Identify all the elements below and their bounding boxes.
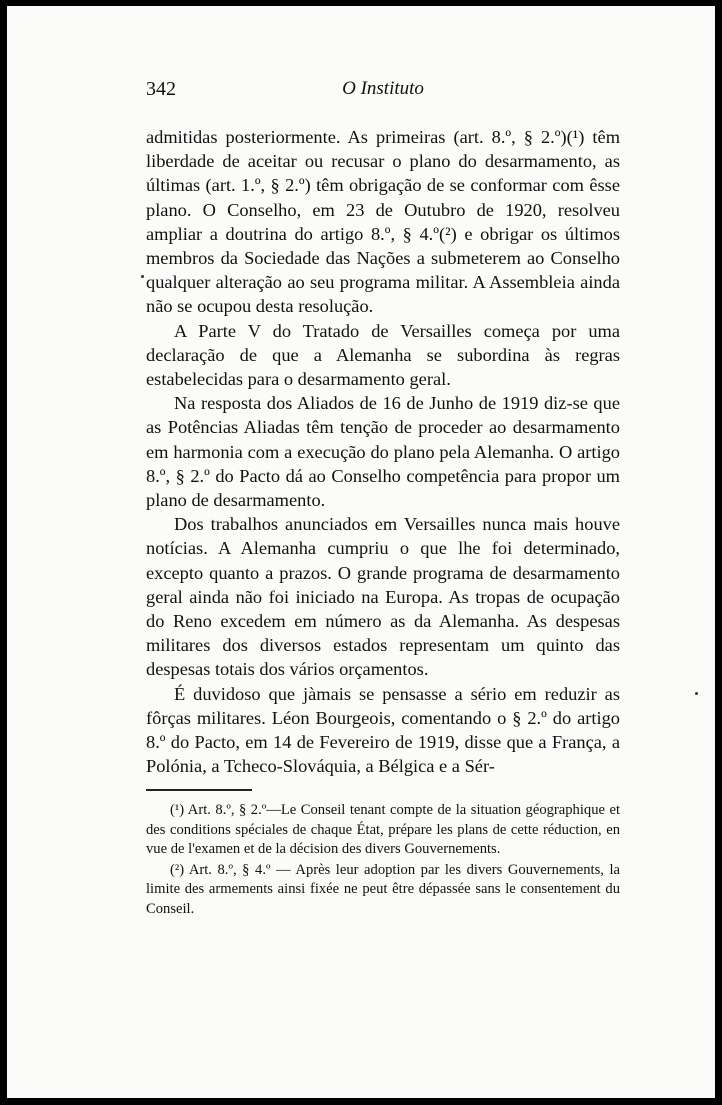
paragraph: Dos trabalhos anunciados em Versailles nunca mais houve notícias. A Alemanha cumpriu o que lhe foi determinado, excepto quanto a prazos. O grande programa de desarmamento geral ainda não foi iniciado na Europa. As tropas de ocupação do Reno excedem em número as da Alemanha. As despesas militares dos diversos estados representam um quinto das despesas totais dos vários orçamentos.: [146, 514, 620, 680]
page-number: 342: [146, 78, 176, 100]
body-text: [146, 125, 620, 778]
footnote: (²) Art. 8.º, § 4.º — Après leur adoption par les divers Gouvernements, la limite des armements ainsi fixée ne peut être dépassée sans le consentement du Conseil.: [146, 861, 620, 917]
footnotes: [146, 801, 620, 921]
page-header: [146, 78, 620, 106]
footnote: (¹) Art. 8.º, § 2.º—Le Conseil tenant compte de la situation géographique et des conditions spéciales de chaque État, prépare les plans de cette réduction, en vue de l'examen et de la décision des divers Gouvernements.: [146, 802, 620, 858]
paragraph: É duvidoso que jàmais se pensasse a sério em reduzir as fôrças militares. Léon Bourgeois, comentando o § 2.º do artigo 8.º do Pacto, em 14 de Fevereiro de 1919, disse que a França, a Polónia, a Tcheco-Slováquia, a Bélgica e a Sér-: [146, 683, 620, 777]
running-title: O Instituto: [342, 78, 424, 99]
paragraph: A Parte V do Tratado de Versailles começa por uma declaração de que a Alemanha se subordina às regras estabelecidas para o desarmamento geral.: [146, 320, 620, 390]
paragraph: admitidas posteriormente. As primeiras (art. 8.º, § 2.º)(¹) têm liberdade de aceitar ou recusar o plano do desarmamento, as últimas (art. 1.º, § 2.º) têm obrigação de se conformar com êsse plano. O Conselho, em 23 de Outubro de 1920, resolveu ampliar a doutrina do artigo 8.º, § 4.º(²) e obrigar os últimos membros da Sociedade das Nações a submeterem ao Conselho qualquer alteração ao seu programa militar. A Assembleia ainda não se ocupou desta resolução.: [146, 127, 620, 317]
print-speck: [141, 275, 144, 278]
print-speck: [695, 692, 698, 695]
paragraph: Na resposta dos Aliados de 16 de Junho de 1919 diz-se que as Potências Aliadas têm tenção de proceder ao desarmamento em harmonia com a execução do plano pela Alemanha. O artigo 8.º, § 2.º do Pacto dá ao Conselho competência para propor um plano de desarmamento.: [146, 393, 620, 511]
footnote-rule: [146, 789, 252, 791]
book-page: [7, 6, 715, 1098]
